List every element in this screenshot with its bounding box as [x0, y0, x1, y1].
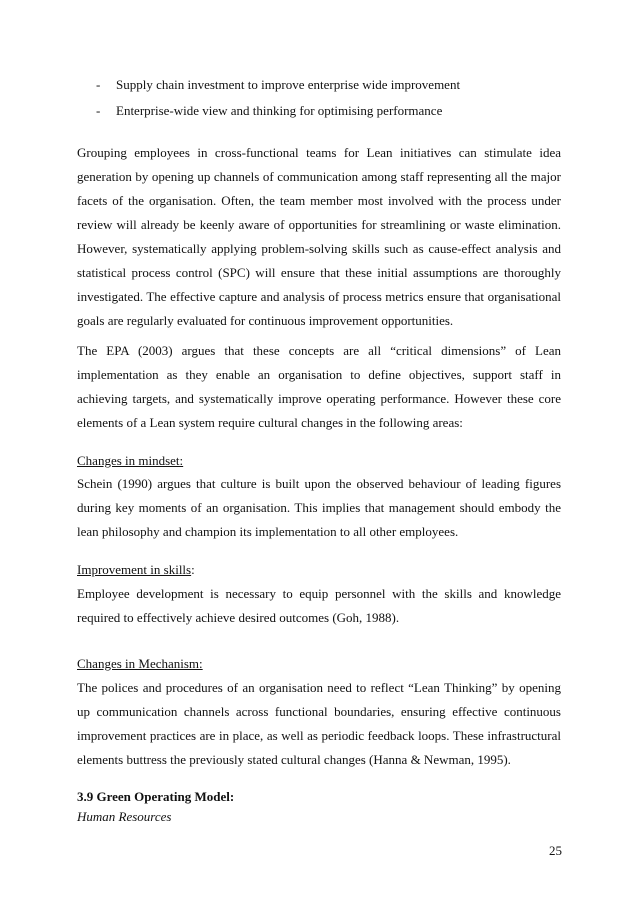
bullet-text: Enterprise-wide view and thinking for optimising performance [116, 103, 443, 118]
paragraph-improvement-in-skills: Employee development is necessary to equip personnel with the skills and knowledge required to effectively achieve desired outcomes (Goh, 1988). [77, 586, 561, 625]
bullet-list [96, 72, 566, 124]
paragraph-epa-critical-dimensions: The EPA (2003) argues that these concepts are all “critical dimensions” of Lean implementation as they enable an organisation to define objectives, support staff in achieving targets, and systematically improve operating performance. However these core elements of a Lean system require cultural changes in the following areas: [77, 343, 561, 430]
bullet-item [96, 72, 566, 98]
paragraph-cross-functional-teams: Grouping employees in cross-functional teams for Lean initiatives can stimulate idea generation by opening up channels of communication among staff representing all the major facets of the organisation. Often, the team member most involved with the process under review will already be keenly aware of opportunities for streamlining or waste elimination. However, systematically applying problem-solving skills such as cause-effect analysis and statistical process control (SPC) will ensure that these initial assumptions are thoroughly investigated. The effective capture and analysis of process metrics ensure that organisational goals are regularly evaluated for continuous improvement opportunities. [77, 145, 561, 328]
paragraph-changes-in-mindset: Schein (1990) argues that culture is built upon the observed behaviour of leading figures during key moments of an organisation. This implies that management should embody the lean philosophy and champion its implementation to all other employees. [77, 476, 561, 539]
bullet-marker: - [96, 103, 101, 118]
heading-changes-in-mindset: Changes in mindset: [77, 453, 184, 468]
bullet-text: Supply chain investment to improve enterprise wide improvement [116, 77, 461, 92]
heading-improvement-in-skills-text: Improvement in skills [77, 562, 192, 577]
bullet-marker: - [96, 77, 101, 92]
paragraph-changes-in-mechanism: The polices and procedures of an organisation need to reflect “Lean Thinking” by opening up communication channels across functional boundaries, ensuring effective continuous improvement practices are in place, as well as periodic feedback loops. These infrastructural elements buttress the previously stated cultural changes (Hanna & Newman, 1995). [77, 680, 561, 767]
heading-improvement-in-skills [77, 558, 195, 582]
heading-changes-in-mechanism: Changes in Mechanism: [77, 656, 203, 671]
heading-colon: : [191, 562, 195, 577]
page-number: 25 [549, 843, 562, 858]
subsection-title: Human Resources [77, 809, 172, 824]
section-title: 3.9 Green Operating Model: [77, 789, 235, 804]
bullet-item [96, 98, 566, 124]
